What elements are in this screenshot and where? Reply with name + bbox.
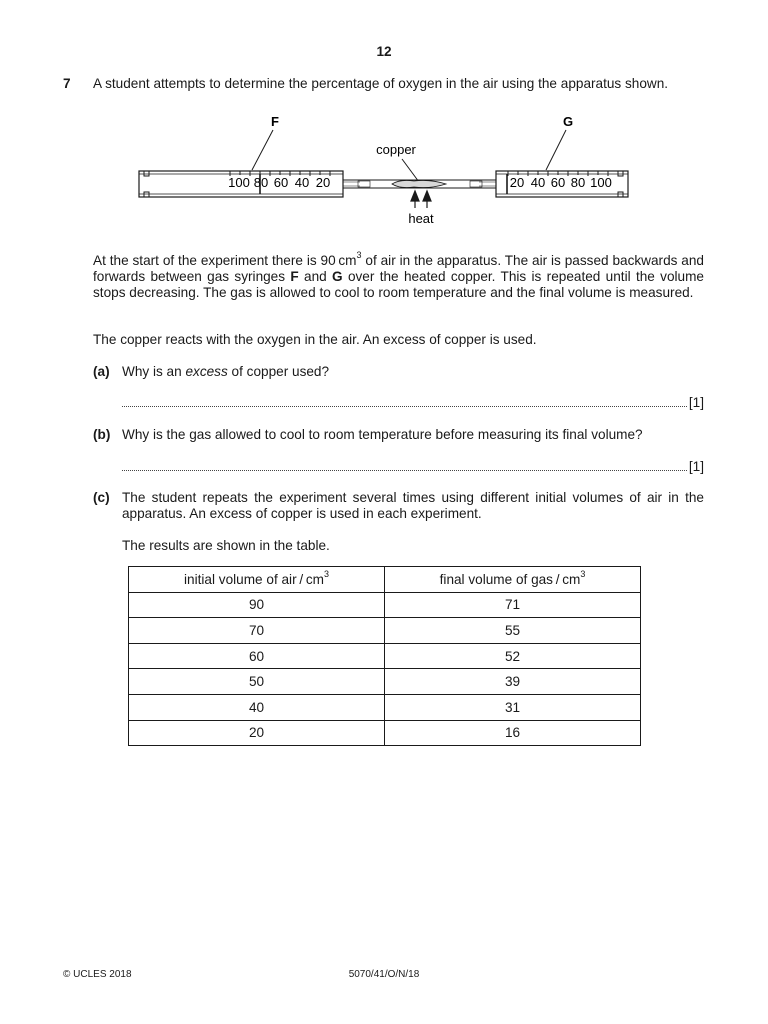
- part-a-question: Why is an excess of copper used?: [122, 364, 330, 379]
- initial-volume-cell: 40: [129, 694, 385, 720]
- part-c-letter: (c): [93, 490, 110, 505]
- final-volume-cell: 71: [385, 592, 641, 618]
- scale-label: 40: [530, 175, 546, 190]
- final-volume-cell: 52: [385, 643, 641, 669]
- experiment-description: At the start of the experiment there is 90 $cm^3$ of air in the apparatus. The air is passed backwards and forwards between gas syringes F and G over the heated copper. This is repeated until the volume stops decreasing. The gas is allowed to cool to room temperature and the final volume is measured.: [93, 250, 704, 300]
- copper-note: The copper reacts with the oxygen in the air. An excess of copper is used.: [93, 332, 537, 347]
- table-row: [129, 643, 641, 669]
- label-copper: copper: [376, 142, 416, 157]
- question-number: 7: [63, 76, 71, 91]
- syringe-f-scale: [228, 175, 330, 190]
- final-volume-cell: 31: [385, 694, 641, 720]
- leader-line-g: [546, 130, 566, 170]
- table-row: [129, 618, 641, 644]
- scale-label: 80: [253, 175, 269, 190]
- table-row: [129, 720, 641, 746]
- final-volume-cell: 39: [385, 669, 641, 695]
- answer-dots[interactable]: [122, 396, 687, 407]
- answer-dots[interactable]: [122, 460, 687, 471]
- results-table: [128, 566, 641, 746]
- scale-label: 20: [509, 175, 525, 190]
- page-number: 12: [376, 44, 392, 59]
- scale-label: 100: [228, 175, 250, 190]
- footer-paper-code: 5070/41/O/N/18: [348, 969, 420, 980]
- label-g: G: [562, 114, 574, 129]
- scale-label: 20: [315, 175, 331, 190]
- mark-allocation: [1]: [688, 459, 704, 474]
- footer-copyright: © UCLES 2018: [63, 969, 132, 980]
- header-initial-volume: initial volume of air / $cm^3$: [129, 567, 385, 593]
- apparatus-diagram: [130, 108, 640, 233]
- final-volume-cell: 16: [385, 720, 641, 746]
- final-volume-cell: 55: [385, 618, 641, 644]
- header-final-volume: final volume of gas / $cm^3$: [385, 567, 641, 593]
- table-header-row: [129, 567, 641, 593]
- part-b-letter: (b): [93, 427, 111, 442]
- initial-volume-cell: 70: [129, 618, 385, 644]
- leader-line-copper: [402, 159, 419, 182]
- table-row: [129, 669, 641, 695]
- part-a-answer-line[interactable]: [122, 395, 704, 410]
- mark-allocation: [1]: [688, 395, 704, 410]
- heat-arrows: [411, 191, 431, 208]
- part-c-question: The student repeats the experiment several times using different initial volumes of air in the apparatus. An excess of copper is used in each experiment.: [122, 490, 704, 521]
- scale-label: 60: [550, 175, 566, 190]
- results-intro: The results are shown in the table.: [122, 538, 330, 553]
- syringe-g-scale: [510, 175, 612, 190]
- label-f: F: [271, 114, 279, 129]
- scale-label: 60: [273, 175, 289, 190]
- scale-label: 40: [294, 175, 310, 190]
- initial-volume-cell: 60: [129, 643, 385, 669]
- part-b-answer-line[interactable]: [122, 459, 704, 474]
- initial-volume-cell: 90: [129, 592, 385, 618]
- initial-volume-cell: 20: [129, 720, 385, 746]
- question-intro: A student attempts to determine the percentage of oxygen in the air using the apparatus shown.: [93, 76, 669, 91]
- copper-turnings: [392, 180, 446, 187]
- scale-label: 100: [590, 175, 612, 190]
- initial-volume-cell: 50: [129, 669, 385, 695]
- part-a-letter: (a): [93, 364, 110, 379]
- part-b-question: Why is the gas allowed to cool to room temperature before measuring its final volume?: [122, 427, 643, 442]
- table-row: [129, 694, 641, 720]
- scale-label: 80: [570, 175, 586, 190]
- leader-line-f: [252, 130, 273, 170]
- table-row: [129, 592, 641, 618]
- label-heat: heat: [408, 211, 434, 226]
